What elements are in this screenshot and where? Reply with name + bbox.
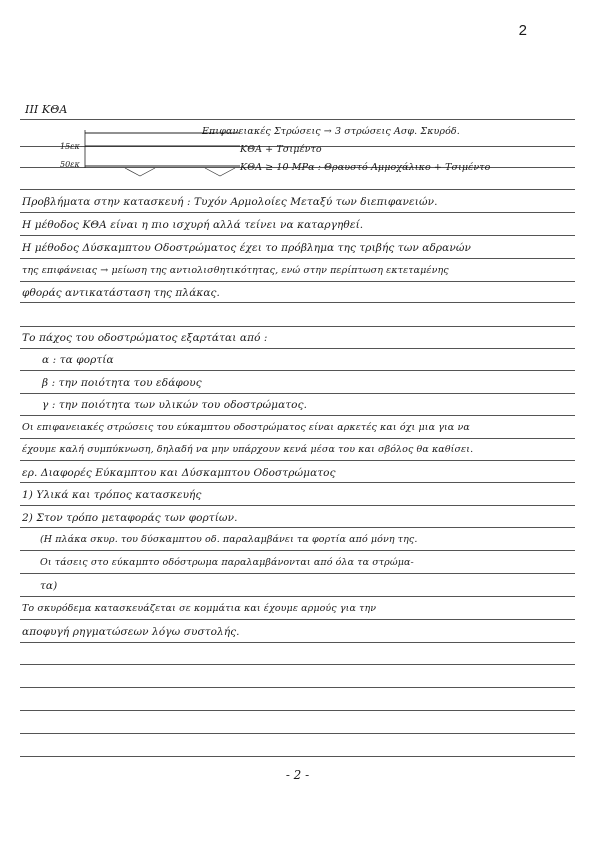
differences-item-2: 2) Στον τρόπο μεταφοράς των φορτίων. (22, 512, 238, 524)
section-heading: ΙΙΙ ΚΘΑ (25, 103, 68, 116)
thickness-intro: Το πάχος του οδοστρώματος εξαρτάται από : (22, 332, 268, 344)
problems-line-2: Η μέθοδος ΚΘΑ είναι η πιο ισχυρή αλλά τείνει να καταργηθεί. (22, 219, 364, 231)
problems-line-3: Η μέθοδος Δύσκαμπτου Οδοστρώματος έχει το πρόβλημα της τριβής των αδρανών (22, 242, 471, 254)
surface-layers-line-2: έχουμε καλή συμπύκνωση, δηλαδή να μην υπάρχουν κενά μέσα του και σβόλος θα καθίσει. (22, 444, 474, 455)
thickness-item-a: α : τα φορτία (42, 354, 114, 366)
diagram-layer-2: ΚΘΑ + Τσιμέντο (240, 144, 322, 155)
diagram-layer-1: Επιφανειακές Στρώσεις → 3 στρώσεις Ασφ. Σκυρόδ. (202, 126, 460, 137)
problems-line-1: Προβλήματα στην κατασκευή : Τυχόν Αρμολοίες Μεταξύ των διεπιφανειών. (22, 196, 438, 208)
page-footer: - 2 - (285, 768, 310, 782)
problems-line-5: φθοράς αντικατάσταση της πλάκας. (22, 287, 220, 299)
dimension-top: 15εκ (60, 142, 80, 151)
page-number: 2 (518, 22, 527, 39)
thickness-item-c: γ : την ποιότητα των υλικών του οδοστρώματος. (42, 399, 308, 411)
differences-line-3: (Η πλάκα σκυρ. του δύσκαμπτου οδ. παραλαμβάνει τα φορτία από μόνη της. (40, 534, 418, 545)
differences-line-7: αποφυγή ρηγματώσεων λόγω συστολής. (22, 626, 240, 638)
differences-item-1: 1) Υλικά και τρόπος κατασκευής (22, 489, 202, 501)
dimension-bottom: 50εκ (60, 160, 80, 169)
differences-line-6: Το σκυρόδεμα κατασκευάζεται σε κομμάτια και έχουμε αρμούς για την (22, 603, 377, 614)
differences-title: ερ. Διαφορές Εύκαμπτου και Δύσκαμπτου Οδοστρώματος (22, 467, 336, 479)
diagram-layer-3: ΚΘΑ ≥ 10 ΜΡα : Θραυστό Αμμοχάλικο + Τσιμέντο (240, 162, 491, 173)
differences-line-5: τα) (40, 580, 58, 592)
differences-line-4: Οι τάσεις στο εύκαμπτο οδόστρωμα παραλαμβάνονται από όλα τα στρώμα- (40, 557, 414, 568)
problems-line-4: της επιφάνειας → μείωση της αντιολισθητικότητας, ενώ στην περίπτωση εκτεταμένης (22, 265, 449, 276)
surface-layers-line-1: Οι επιφανειακές στρώσεις του εύκαμπτου οδοστρώματος είναι αρκετές και όχι μια για να (22, 422, 470, 433)
thickness-item-b: β : την ποιότητα του εδάφους (42, 377, 202, 389)
